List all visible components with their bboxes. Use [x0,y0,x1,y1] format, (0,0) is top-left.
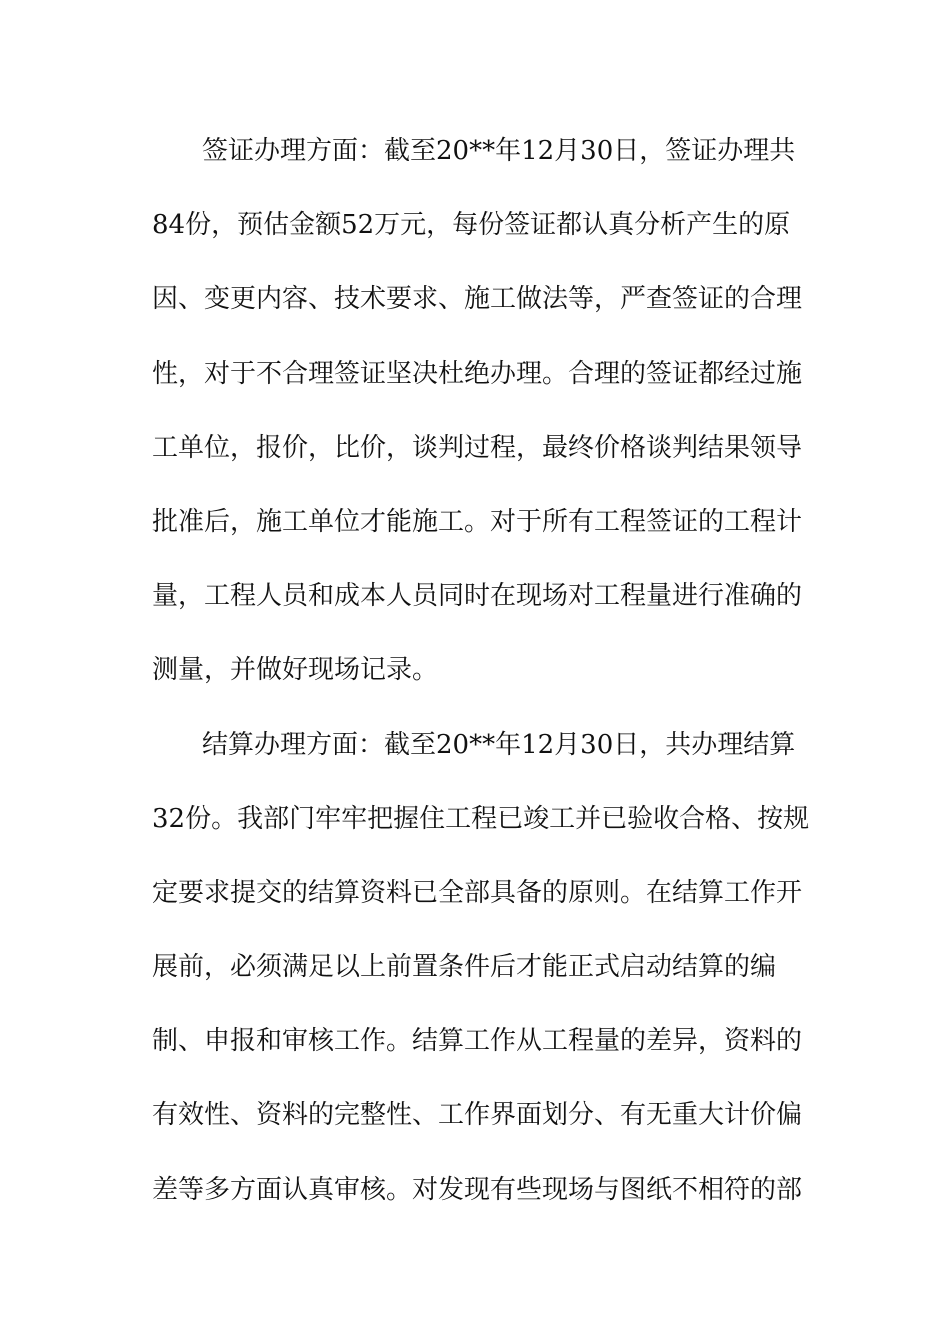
paragraph-settlement-handling [152,708,810,1227]
paragraph-line: 展前，必须满足以上前置条件后才能正式启动结算的编 [152,952,777,983]
paragraph-line: 因、变更内容、技术要求、施工做法等，严查签证的合理 [152,284,803,315]
paragraph-line: 批准后，施工单位才能施工。对于所有工程签证的工程计 [152,506,803,537]
paragraph-line: 制、申报和审核工作。结算工作从工程量的差异，资料的 [152,1026,803,1057]
paragraph-line: 有效性、资料的完整性、工作界面划分、有无重大计价偏 [152,1100,803,1131]
paragraph-line: 测量，并做好现场记录。 [152,655,439,686]
paragraph-line: 量，工程人员和成本人员同时在现场对工程量进行准确的 [152,581,803,612]
paragraph-line: 结算办理方面：截至20**年12月30日，共办理结算 [202,729,796,760]
document-body [152,114,810,1227]
paragraph-line: 性，对于不合理签证坚决杜绝办理。合理的签证都经过施 [152,358,803,389]
paragraph-visa-handling [152,114,802,708]
paragraph-line: 签证办理方面：截至20**年12月30日，签证办理共 [202,136,796,166]
paragraph-line: 差等多方面认真审核。对发现有些现场与图纸不相符的部 [152,1174,803,1205]
paragraph-line: 定要求提交的结算资料已全部具备的原则。在结算工作开 [152,877,803,908]
paragraph-line: 工单位，报价，比价，谈判过程，最终价格谈判结果领导 [152,432,803,463]
paragraph-line: 32份。我部门牢牢把握住工程已竣工并已验收合格、按规 [152,803,810,834]
paragraph-line: 84份，预估金额52万元，每份签证都认真分析产生的原 [152,210,791,241]
